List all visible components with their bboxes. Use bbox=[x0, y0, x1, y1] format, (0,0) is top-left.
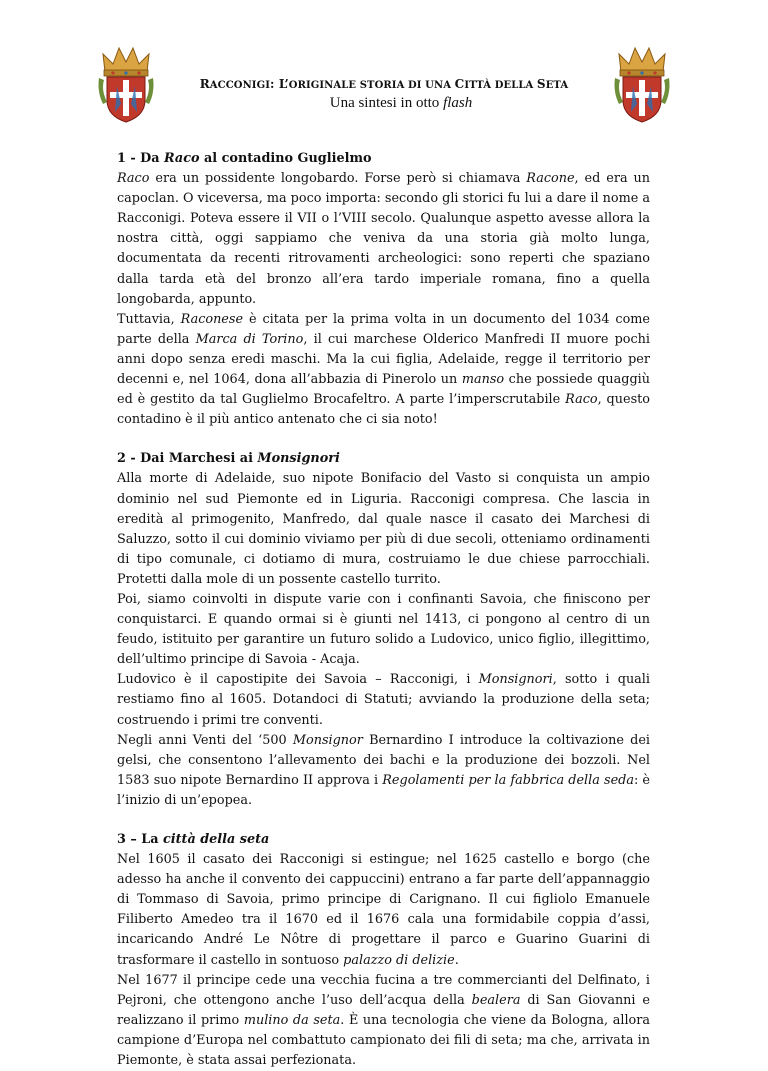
paragraph bbox=[117, 670, 650, 730]
paragraph bbox=[117, 731, 650, 811]
text-run: : è l’inizio di un’epopea. bbox=[117, 772, 651, 808]
title-part: ITTÀ DELLA bbox=[464, 80, 537, 91]
title-part: : L’ bbox=[270, 77, 289, 91]
text-run: 1 - Da bbox=[117, 151, 164, 166]
text-run: , sotto i quali restiamo fino al 1605. Dotandoci di Statuti; avviando la produzione della seta; costruendo i primi tre conventi. bbox=[117, 672, 650, 728]
italic-text: Raco bbox=[163, 151, 200, 166]
subtitle-text: Una sintesi in otto bbox=[329, 95, 444, 111]
text-run: 2 - Dai Marchesi ai bbox=[117, 451, 258, 467]
italic-text: mulino da seta bbox=[243, 1012, 341, 1028]
section-heading bbox=[117, 149, 650, 169]
italic-text: Monsignor bbox=[292, 732, 363, 748]
text-run: Tuttavia, bbox=[117, 311, 181, 327]
italic-text: manso bbox=[461, 372, 505, 388]
title-part: ACCONIGI bbox=[209, 80, 271, 91]
paragraph bbox=[117, 971, 650, 1071]
section-spacer bbox=[117, 430, 650, 449]
title-part: S bbox=[536, 77, 546, 91]
text-run: era un possidente longobardo. Forse però si chiamava bbox=[149, 171, 527, 187]
text-run: Negli anni Venti del ‘500 bbox=[117, 732, 293, 748]
document-title bbox=[0, 77, 768, 91]
italic-text: Marca di Torino bbox=[195, 331, 304, 347]
text-run: , ed era un capoclan. O viceversa, ma poco importa: secondo gli storici fu lui a dare il nome a Racconigi. Poteva essere il VII o l’VIII secolo. Qualunque aspetto avesse allora la nostra città, oggi sappiamo che veniva da una storia già molto lunga, documentata da recenti ritrovamenti archeologici: sono reperti che spaziano dalla tarda età del bronzo all’era tardo imperiale romana, fino a quella longobarda, appunto. bbox=[117, 171, 650, 307]
document-body bbox=[117, 149, 650, 1071]
italic-text: palazzo di delizie bbox=[343, 952, 455, 968]
italic-text: Raco bbox=[117, 171, 150, 187]
section-heading bbox=[117, 830, 650, 850]
text-run: Ludovico è il capostipite dei Savoia – Racconigi, i bbox=[117, 672, 479, 688]
paragraph bbox=[117, 310, 650, 431]
text-run: 3 – La bbox=[117, 832, 163, 847]
title-part: C bbox=[454, 77, 465, 91]
text-run: Poi, siamo coinvolti in dispute varie con i confinanti Savoia, che finiscono per conquistarci. E quando ormai si è giunti nel 1413, ci pongono al centro di un feudo, istituito per garantire un futuro solido a Ludovico, unico figlio, illegittimo, dell’ultimo principe di Savoia - Acaja. bbox=[117, 591, 650, 668]
text-run: . bbox=[454, 952, 459, 968]
paragraph bbox=[117, 169, 650, 310]
text-run: , il cui marchese Olderico Manfredi II muore pochi anni dopo senza eredi maschi. Ma la cui figlia, Adelaide, regge il territorio per decenni e, nel 1064, dona all’abbazia di Pinerolo un bbox=[117, 331, 651, 388]
document-header bbox=[0, 77, 768, 112]
paragraph bbox=[117, 850, 650, 971]
text-run: , questo contadino è il più antico antenato che ci sia noto! bbox=[117, 392, 650, 428]
paragraph bbox=[117, 590, 650, 670]
italic-text: Regolamenti per la fabbrica della seda bbox=[382, 772, 634, 788]
italic-text: Monsignori bbox=[257, 451, 340, 467]
italic-text: Monsignori bbox=[478, 672, 553, 688]
text-run: Bernardino I introduce la coltivazione dei gelsi, che consentono l’allevamento dei bachi e la produzione dei bozzoli. Nel 1583 suo nipote Bernardino II approva i bbox=[117, 732, 650, 788]
title-part: ETA bbox=[545, 80, 569, 91]
paragraph bbox=[117, 469, 650, 590]
italic-text: città della seta bbox=[162, 832, 270, 847]
document-subtitle bbox=[34, 95, 768, 112]
text-run: Nel 1677 il principe cede una vecchia fucina a tre commercianti del Delfinato, i Pejroni, che ottengono anche l’uso dell’acqua della bbox=[117, 972, 650, 1008]
italic-text: bealera bbox=[471, 992, 521, 1008]
text-run: di San Giovanni e realizzano il primo bbox=[117, 992, 650, 1028]
text-run: . È una tecnologia che viene da Bologna, allora campione d’Europa nel combattuto campionato dei fili di seta; ma che, arrivata in Piemonte, è stata assai perfezionata. bbox=[117, 1012, 650, 1069]
italic-text: Raconese bbox=[180, 311, 244, 327]
text-run: Alla morte di Adelaide, suo nipote Bonifacio del Vasto si conquista un ampio dominio nel sud Piemonte ed in Liguria. Racconigi compresa. Che lascia in eredità al primogenito, Manfredo, dal quale nasce il casato dei Marchesi di Saluzzo, sotto il cui dominio viviamo per più di due secoli, otteniamo ordinamenti di tipo comunale, ci dotiamo di mura, costruiamo le due chiese parrocchiali. Protetti dalla mole di un possente castello turrito. bbox=[117, 471, 650, 587]
text-run: Nel 1605 il casato dei Racconigi si estingue; nel 1625 castello e borgo (che adesso ha anche il convento dei cappuccini) entrano a far parte dell’appannaggio di Tommaso di Savoia, primo principe di Carignano. Il cui figliolo Emanuele Filiberto Amedeo tra il 1670 ed il 1676 cala una formidabile coppia d’assi, incaricando André Le Nôtre di progettare il parco e Guarino Guarini di trasformare il castello in sontuoso bbox=[117, 852, 650, 968]
title-part: ORIGINALE STORIA DI UNA bbox=[288, 80, 455, 91]
italic-text: Raco bbox=[565, 392, 598, 408]
italic-text: Racone bbox=[526, 171, 575, 187]
section-spacer bbox=[117, 811, 650, 830]
text-run: è citata per la prima volta in un documento del 1034 come parte della bbox=[117, 311, 650, 347]
text-run: che possiede quaggiù ed è gestito da tal Guglielmo Brocafeltro. A parte l’imperscrutabile bbox=[117, 372, 650, 408]
section-heading bbox=[117, 449, 650, 469]
subtitle-italic-text: flash bbox=[443, 95, 473, 111]
text-run: al contadino Guglielmo bbox=[199, 151, 372, 166]
title-part: R bbox=[199, 77, 210, 91]
